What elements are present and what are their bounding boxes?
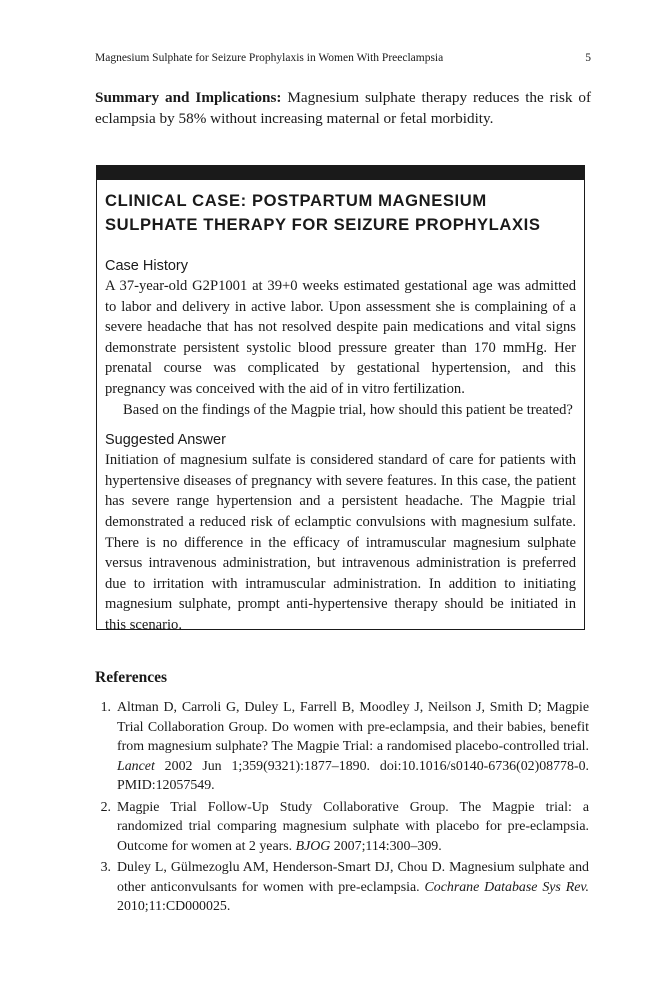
summary-text: Magnesium sulphate therapy reduces the risk of eclampsia by 58% without increasing maternal or fetal morbidity. [95,89,591,127]
reference-body: Magpie Trial Follow-Up Study Collaborative Group. The Magpie trial: a randomized trial comparing magnesium sulphate with placebo for pre-eclampsia. Outcome for women at 2 years. [117,799,589,854]
case-title: CLINICAL CASE: POSTPARTUM MAGNESIUM SULPHATE THERAPY FOR SEIZURE PROPHYLAXIS [105,191,541,234]
summary-paragraph [95,87,591,129]
case-history-text: A 37-year-old G2P1001 at 39+0 weeks estimated gestational age was admitted to labor and delivery in active labor. Upon assessment she is complaining of a severe headache that has not resolved despite pain medications and vital signs demonstrate persistent systolic blood pressure greater than 170 mmHg. Her prenatal course was complicated by gestational hypertension, and this pregnancy was conceived with the aid of in vitro fertilization. [105,278,576,397]
reference-text [117,698,589,796]
reference-item [95,858,589,917]
case-header-bar [97,166,584,180]
reference-journal: BJOG [295,838,331,854]
running-title: Magnesium Sulphate for Seizure Prophylaxis in Women With Preeclampsia [95,52,444,64]
references-list [95,698,589,919]
summary-label: Summary and Implications: [95,89,282,106]
running-header [95,52,591,64]
reference-text [117,798,589,857]
reference-text [117,858,589,917]
suggested-answer-text: Initiation of magnesium sulfate is considered standard of care for patients with hypertensive diseases of pregnancy with severe features. In this case, the patient has severe range hypertension and a persistent headache. The Magpie trial demonstrated a reduced risk of eclamptic convulsions with magnesium sulfate. There is no difference in the efficacy of intramuscular magnesium sulphate versus intravenous administration, but intravenous administration is preferred due to irritation with intramuscular administration. In addition to initiating magnesium sulphate, prompt anti-hypertensive therapy should be initiated in this scenario. [105,452,576,633]
case-history-heading: Case History [105,258,188,274]
reference-citation: 2007;114:300–309. [330,838,442,854]
reference-item [95,698,589,796]
reference-body: Altman D, Carroli G, Duley L, Farrell B, Moodley J, Neilson J, Smith D; Magpie Trial Collaboration Group. Do women with pre-eclampsia, and their babies, benefit from magnesium sulphate? The Magpie Trial: a randomised placebo-controlled trial. [117,700,589,754]
reference-body: Duley L, Gülmezoglu AM, Henderson-Smart DJ, Chou D. Magnesium sulphate and other anticonvulsants for women with pre-eclampsia. [117,860,589,895]
page-number: 5 [585,52,591,64]
reference-journal: Lancet [117,758,155,774]
reference-citation: 2010;11:CD000025. [117,899,231,914]
reference-number: 1. [100,700,111,715]
reference-journal: Cochrane Database Sys Rev. [424,879,589,895]
reference-citation: 2002 Jun 1;359(9321):1877–1890. doi:10.1016/s0140-6736(02)08778-0. PMID:12057549. [117,758,589,793]
case-question: Based on the findings of the Magpie trial, how should this patient be treated? [123,401,573,418]
reference-item [95,798,589,857]
references-heading: References [95,669,168,686]
suggested-answer-heading: Suggested Answer [105,432,226,449]
reference-number: 3. [100,860,111,875]
reference-number: 2. [100,799,111,815]
clinical-case-box [96,165,585,633]
